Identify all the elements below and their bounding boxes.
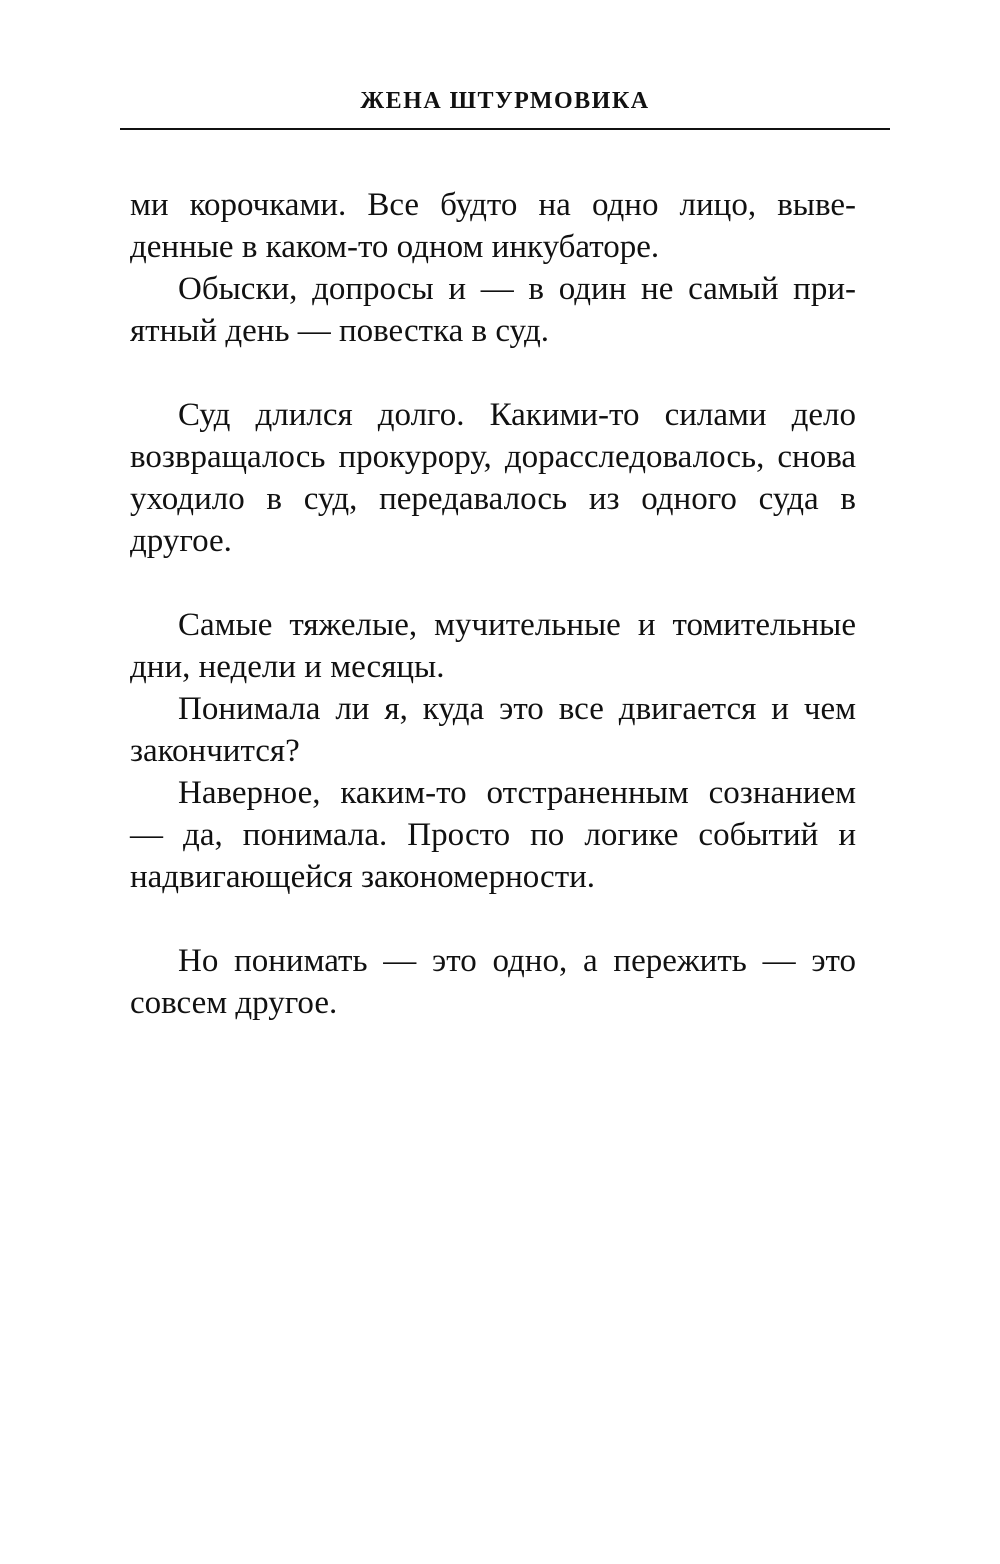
paragraph-3: Суд длился долго. Какими-то силами дело возвращалось прокурору, дорасследовалось, снова уходило в суд, передавалось из одного суда в другое. [130, 397, 856, 559]
paragraph-4: Самые тяжелые, мучительные и томительные дни, недели и месяцы. [130, 607, 856, 685]
paragraph-6: Наверное, каким-то отстраненным сознанием — да, понимала. Просто по логике событий и надвигающейся закономерности. [130, 775, 856, 895]
header-rule [120, 128, 890, 130]
body-text [130, 184, 856, 1024]
paragraph-5: Понимала ли я, куда это все двигается и чем закончится? [130, 691, 856, 769]
paragraph-1: ми корочками. Все будто на одно лицо, выведенные в каком-то одном инкубаторе. [130, 187, 856, 265]
paragraph-7: Но понимать — это одно, а пережить — это совсем другое. [130, 943, 856, 1021]
paragraph-2: Обыски, допросы и — в один не самый приятный день — повестка в суд. [130, 271, 856, 349]
running-header: ЖЕНА ШТУРМОВИКА [360, 88, 650, 114]
